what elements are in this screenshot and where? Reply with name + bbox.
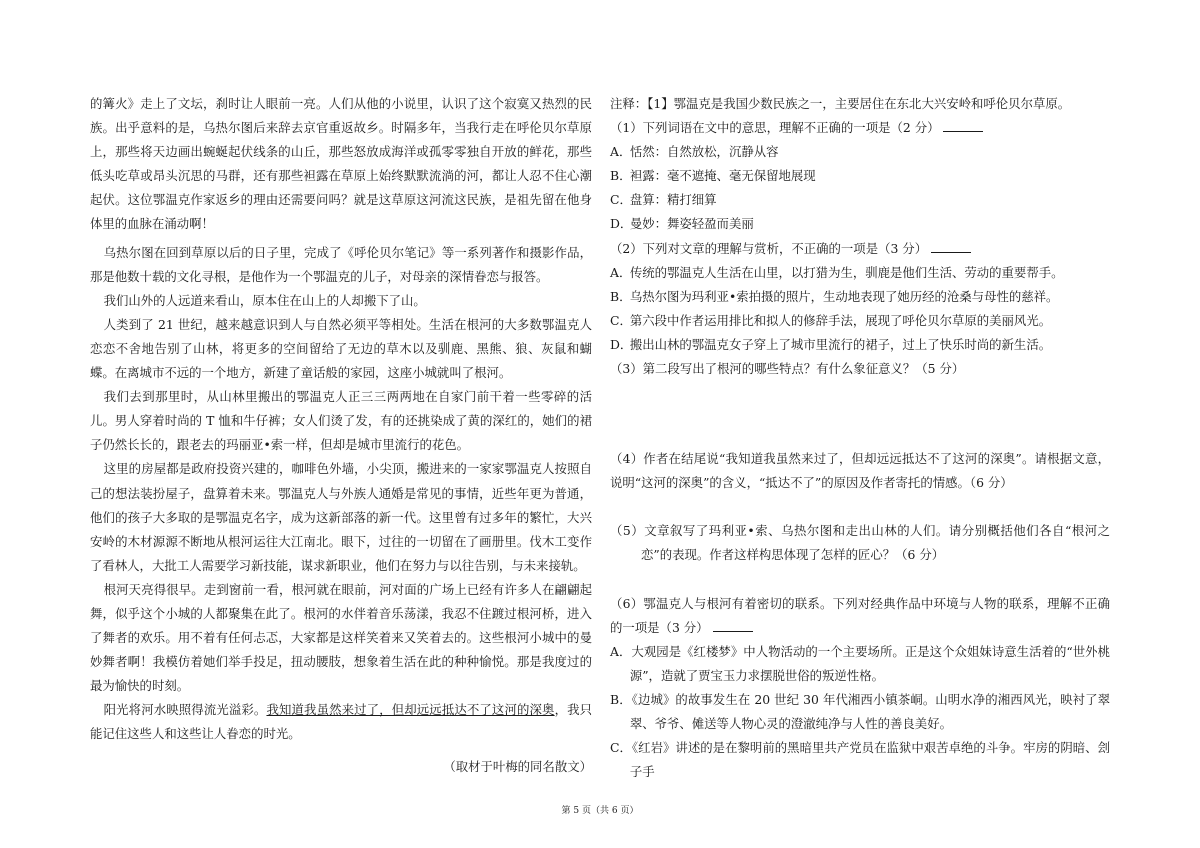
option-key: C． (610, 312, 632, 328)
option-text: 大观园是《红楼梦》中人物活动的一个主要场所。正是这个众姐妹诗意生活着的“世外桃源”，造就了贾宝玉力求摆脱世俗的叛逆性格。 (629, 643, 1110, 683)
question-2 (610, 237, 1110, 261)
option (610, 640, 1110, 688)
source-citation: （取材于叶梅的同名散文） (443, 758, 592, 774)
option-key: B． (610, 691, 632, 707)
page-footer: 第 5 页（共 6 页） (561, 806, 639, 816)
option-text: 《红岩》讲述的是在黎明前的黑暗里共产党员在监狱中艰苦卓绝的斗争。牢房的阴暗、刽子手 (629, 740, 1110, 780)
footnote: 注释：【1】鄂温克是我国少数民族之一，主要居住在东北大兴安岭和呼伦贝尔草原。 (610, 96, 1071, 111)
question-1-text: （1）下列词语在文中的意思，理解不正确的一项是（2 分） (610, 120, 940, 136)
option-key: C． (610, 740, 632, 756)
paragraph: 我们山外的人远道来看山，原本住在山上的人却搬下了山。 (103, 292, 426, 308)
option-text: 第六段中作者运用排比和拟人的修辞手法，展现了呼伦贝尔草原的美丽风光。 (629, 312, 1052, 328)
answer-blank[interactable] (713, 619, 753, 632)
option-key: D． (610, 336, 633, 352)
option-key: A． (610, 643, 632, 659)
option-key: D． (610, 216, 633, 232)
question-6-text: （6）鄂温克人与根河有着密切的联系。下列对经典作品中环境与人物的联系，理解不正确的一项是（3 分） (610, 595, 1110, 635)
question-6 (610, 592, 1110, 640)
answer-space[interactable] (610, 423, 1110, 447)
underlined-sentence: 我知道我虽然来过了，但却远远抵达不了这河的深奥 (266, 702, 555, 718)
paragraph: 根河天亮得很早。走到窗前一看，根河就在眼前，河对面的广场上已经有许多人在翩翩起舞，似乎这个小城的人都聚集在此了。根河的水伴着音乐荡漾，我忍不住踱过根河桥，进入了舞者的欢乐。用不着有任何忐忑，大家都是这样笑着来又笑着去的。这些根河小城中的曼妙舞者啊！我模仿着她们举手投足，扭动腰肢，想象着生活在此的种种愉悦。那是我度过的最为愉快的时刻。 (90, 581, 592, 694)
question-2-text: （2）下列对文章的理解与赏析，不正确的一项是（3 分） (610, 240, 928, 256)
option-text: 传统的鄂温克人生活在山里，以打猎为生，驯鹿是他们生活、劳动的重要帮手。 (629, 264, 1064, 280)
option (610, 285, 1110, 309)
option (610, 212, 1110, 236)
option-key: B． (610, 288, 632, 304)
paragraph-text: 阳光将河水映照得流光溢彩。 (103, 702, 267, 718)
option (610, 688, 1110, 736)
paragraph: 乌热尔图在回到草原以后的日子里，完成了《呼伦贝尔笔记》等一系列著作和摄影作品，那是他数十载的文化寻根，是他作为一个鄂温克的儿子，对母亲的深情眷恋与报答。 (90, 244, 592, 284)
option-text: 恬然：自然放松，沉静从容 (629, 144, 779, 160)
option (610, 309, 1110, 333)
option-text: 盘算：精打细算 (629, 192, 717, 208)
option (610, 140, 1110, 164)
right-column (610, 92, 1110, 784)
option-text: 乌热尔图为玛利亚•索拍摄的照片，生动地表现了她历经的沧桑与母性的慈祥。 (629, 288, 1059, 304)
option-key: C． (610, 192, 632, 208)
option (610, 736, 1110, 784)
answer-space[interactable] (610, 381, 1110, 423)
question-5: （5）文章叙写了玛利亚•索、乌热尔图和走出山林的人们。请分别概括他们各自“根河之恋”的表现。作者这样构思体现了怎样的匠心？（6 分） (610, 523, 1110, 563)
option-key: A． (610, 264, 632, 280)
option (610, 188, 1110, 212)
option-text: 袒露：毫不遮掩、毫无保留地展现 (629, 168, 816, 184)
option (610, 164, 1110, 188)
option (610, 333, 1110, 357)
paragraph: 我们去到那里时，从山林里搬出的鄂温克人正三三两两地在自家门前干着一些零碎的活儿。男人穿着时尚的 T 恤和牛仔裤；女人们烫了发，有的还挑染成了黄的深红的，她们的裙子仍然长长的，跟老去的玛丽亚•索一样，但却是城市里流行的花色。 (90, 389, 592, 453)
left-column (90, 92, 592, 779)
option-text: 《边城》的故事发生在 20 世纪 30 年代湘西小镇茶峒。山明水净的湘西风光，映衬了翠翠、爷爷、傩送等人物心灵的澄澈纯净与人性的善良美好。 (629, 691, 1110, 731)
question-4: （4）作者在结尾说“我知道我虽然来过了，但却远远抵达不了这河的深奥”。请根据文意，说明“这河的深奥”的含义，“抵达不了”的原因及作者寄托的情感。（6 分） (610, 451, 1110, 491)
answer-space[interactable] (610, 495, 1110, 519)
option-text: 搬出山林的鄂温克女子穿上了城市里流行的裙子，过上了快乐时尚的新生活。 (629, 336, 1052, 352)
question-1 (610, 116, 1110, 140)
paragraph-text: ，我只能记住这些人和这些让人眷恋的时光。 (90, 702, 593, 742)
answer-space[interactable] (610, 568, 1110, 592)
question-2-options (610, 261, 1110, 357)
question-6-options (610, 640, 1110, 785)
paragraph: 的篝火》走上了文坛，刹时让人眼前一亮。人们从他的小说里，认识了这个寂寞又热烈的民族。出乎意料的是，乌热尔图后来辞去京官重返故乡。时隔多年，当我行走在呼伦贝尔草原上，那些将天边画出蜿蜒起伏线条的山丘，那些怒放成海洋或孤零零独自开放的鲜花，那些低头吃草或昂头沉思的马群，还有那些袒露在草原上始终默默流淌的河，都让人忍不住心潮起伏。这位鄂温克作家返乡的理由还需要问吗？就是这草原这河流这民族，是祖先留在他身体里的血脉在涌动啊！ (90, 96, 592, 232)
question-1-options (610, 140, 1110, 236)
paragraph: 这里的房屋都是政府投资兴建的，咖啡色外墙，小尖顶，搬进来的一家家鄂温克人按照自己的想法装扮屋子，盘算着未来。鄂温克人与外族人通婚是常见的事情，近些年更为普通，他们的孩子大多取的是鄂温克名字，成为这新部落的新一代。这里曾有过多年的繁忙，大兴安岭的木材源源不断地从根河运往大江南北。眼下，过往的一切留在了画册里。伐木工变作了看林人，大批工人需要学习新技能，谋求新职业，他们在努力与以往告别，与未来接轨。 (90, 461, 592, 573)
option-text: 曼妙：舞姿轻盈而美丽 (629, 216, 754, 232)
option-key: B． (610, 168, 632, 184)
option (610, 261, 1110, 285)
paragraph: 人类到了 21 世纪，越来越意识到人与自然必须平等相处。生活在根河的大多数鄂温克人恋恋不舍地告别了山林，将更多的空间留给了无边的草木以及驯鹿、黑熊、狼、灰鼠和蝴蝶。在离城市不远的一个地方，新建了童话般的家园，这座小城就叫了根河。 (90, 316, 592, 381)
answer-blank[interactable] (931, 240, 971, 253)
option-key: A． (610, 144, 632, 160)
paragraph-final (90, 698, 592, 746)
question-3: （3）第二段写出了根河的哪些特点？有什么象征意义？（5 分） (610, 361, 965, 377)
answer-blank[interactable] (943, 119, 983, 132)
